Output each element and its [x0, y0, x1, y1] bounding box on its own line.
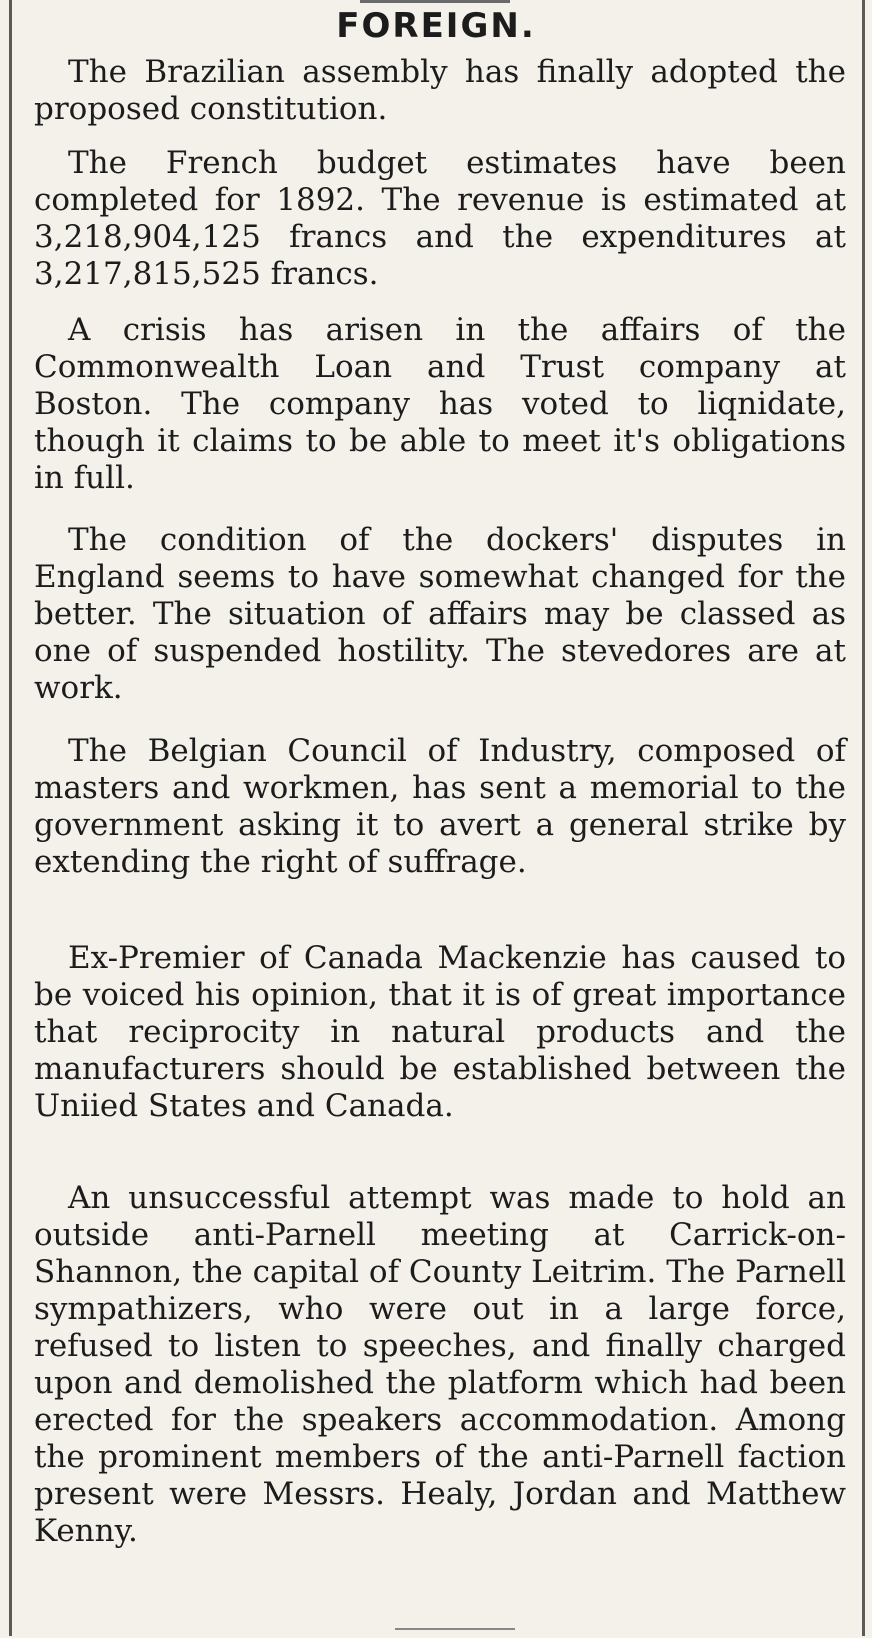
- article-belgian-council: The Belgian Council of Industry, composed of masters and workmen, has sent a memorial to the government asking it to avert a general strike by extending the right of suffrage.: [34, 733, 846, 880]
- section-heading: FOREIGN.: [336, 6, 536, 46]
- article-boston-crisis: A crisis has arisen in the affairs of the Commonwealth Loan and Trust company at Boston. The company has voted to liqnidate, though it claims to be able to meet it's obligations in full.: [34, 312, 846, 496]
- article-canada-reciprocity: Ex-Premier of Canada Mackenzie has caused to be voiced his opinion, that it is of great importance that reciprocity in natural products and the manufacturers should be established between the Uniied States and Canada.: [34, 940, 846, 1124]
- article-french-budget: The French budget estimates have been completed for 1892. The revenue is estimated at 3,218,904,125 francs and the expenditures at 3,217,815,525 francs.: [34, 145, 846, 292]
- article-dockers-dispute: The condition of the dockers' disputes in England seems to have somewhat changed for the better. The situation of affairs may be classed as one of suspended hostility. The stevedores are at work.: [34, 522, 846, 706]
- right-column-rule: [862, 0, 865, 1636]
- article-brazil: The Brazilian assembly has finally adopted the proposed constitution.: [34, 54, 846, 127]
- article-anti-parnell-meeting: An unsuccessful attempt was made to hold an outside anti-Parnell meeting at Carrick-on-Shannon, the capital of County Leitrim. The Parnell sympathizers, who were out in a large force, refused to listen to speeches, and finally charged upon and demolished the platform which had been erected for the speakers accommodation. Among the prominent members of the anti-Parnell faction present were Messrs. Healy, Jordan and Matthew Kenny.: [34, 1180, 846, 1549]
- bottom-divider: [395, 1628, 515, 1638]
- left-column-rule: [9, 0, 12, 1636]
- top-divider: [360, 0, 510, 3]
